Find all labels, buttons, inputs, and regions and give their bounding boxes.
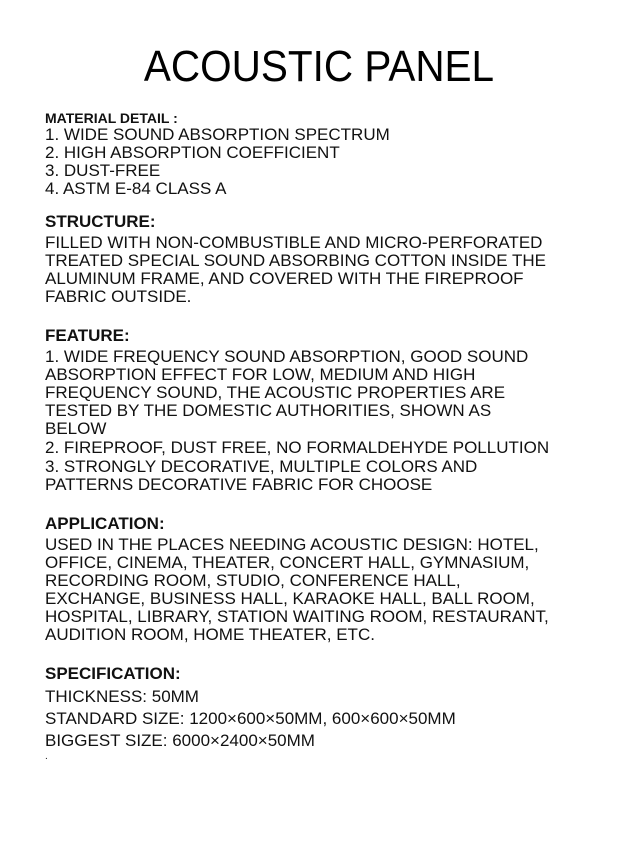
- feature-line: ABSORPTION EFFECT FOR LOW, MEDIUM AND HIGH: [45, 365, 476, 384]
- material-detail-section: [45, 110, 615, 198]
- feature-line: PATTERNS DECORATIVE FABRIC FOR CHOOSE: [45, 475, 433, 494]
- application-line: EXCHANGE, BUSINESS HALL, KARAOKE HALL, BALL ROOM,: [45, 589, 535, 608]
- document-body: [45, 110, 615, 762]
- structure-line: FABRIC OUTSIDE.: [45, 287, 192, 306]
- spec-biggest-size: BIGGEST SIZE: 6000×2400×50MM: [45, 731, 315, 750]
- page-title: ACOUSTIC PANEL: [143, 42, 495, 91]
- application-line: USED IN THE PLACES NEEDING ACOUSTIC DESIGN: HOTEL,: [45, 535, 539, 554]
- application-line: RECORDING ROOM, STUDIO, CONFERENCE HALL,: [45, 571, 461, 590]
- structure-line: TREATED SPECIAL SOUND ABSORBING COTTON INSIDE THE: [45, 251, 546, 270]
- application-heading: APPLICATION:: [45, 514, 165, 533]
- feature-line: FREQUENCY SOUND, THE ACOUSTIC PROPERTIES ARE: [45, 383, 506, 402]
- material-item: 1. WIDE SOUND ABSORPTION SPECTRUM: [45, 125, 390, 144]
- feature-section: [45, 326, 615, 494]
- material-item: 2. HIGH ABSORPTION COEFFICIENT: [45, 143, 340, 162]
- feature-line: 2. FIREPROOF, DUST FREE, NO FORMALDEHYDE POLLUTION: [45, 438, 550, 457]
- feature-line: 3. STRONGLY DECORATIVE, MULTIPLE COLORS AND: [45, 457, 478, 476]
- feature-line: 1. WIDE FREQUENCY SOUND ABSORPTION, GOOD SOUND: [45, 347, 529, 366]
- feature-item-1: [45, 348, 615, 438]
- structure-line: FILLED WITH NON-COMBUSTIBLE AND MICRO-PERFORATED: [45, 233, 543, 252]
- application-line: AUDITION ROOM, HOME THEATER, ETC.: [45, 625, 375, 644]
- feature-item-2: [45, 439, 615, 457]
- spec-standard-size: STANDARD SIZE: 1200×600×50MM, 600×600×50MM: [45, 709, 456, 728]
- material-item: 3. DUST-FREE: [45, 161, 161, 180]
- structure-heading: STRUCTURE:: [45, 212, 156, 231]
- spec-thickness: THICKNESS: 50MM: [45, 687, 199, 706]
- feature-line: BELOW: [45, 419, 107, 438]
- application-line: OFFICE, CINEMA, THEATER, CONCERT HALL, GYMNASIUM,: [45, 553, 530, 572]
- material-item: 4. ASTM E-84 CLASS A: [45, 179, 227, 198]
- specification-heading: SPECIFICATION:: [45, 664, 181, 683]
- application-section: [45, 514, 615, 644]
- structure-line: ALUMINUM FRAME, AND COVERED WITH THE FIREPROOF: [45, 269, 524, 288]
- feature-heading: FEATURE:: [45, 326, 130, 345]
- feature-line: TESTED BY THE DOMESTIC AUTHORITIES, SHOWN AS: [45, 401, 492, 420]
- application-line: HOSPITAL, LIBRARY, STATION WAITING ROOM, RESTAURANT,: [45, 607, 549, 626]
- structure-section: [45, 212, 615, 306]
- trailing-dot: .: [45, 751, 48, 762]
- specification-section: [45, 664, 615, 762]
- feature-item-3: [45, 458, 615, 494]
- material-detail-label: MATERIAL DETAIL :: [45, 110, 178, 126]
